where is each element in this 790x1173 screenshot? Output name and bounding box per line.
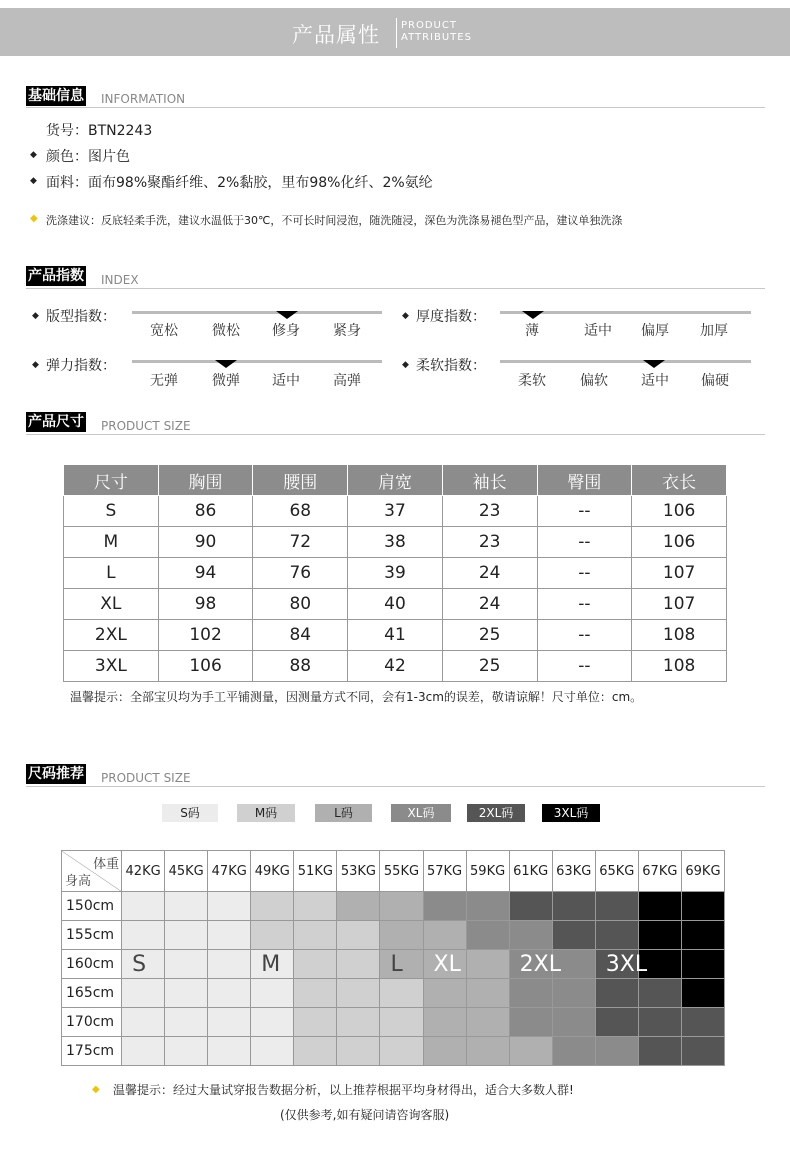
legend-xl: XL码 xyxy=(391,804,451,822)
recommend-tip-ref: (仅供参考,如有疑问请咨询客服) xyxy=(280,1108,450,1122)
size-value-cell: -- xyxy=(537,620,632,651)
size-cell xyxy=(595,921,638,950)
size-cell xyxy=(509,1037,552,1066)
size-table-row xyxy=(64,620,727,651)
size-cell xyxy=(294,1008,337,1037)
elasticity-option: 适中 xyxy=(272,373,300,389)
yellow-diamond-icon: ◆ xyxy=(92,1084,100,1095)
corner-cell xyxy=(62,851,122,892)
size-value-cell: 107 xyxy=(632,558,727,589)
size-header-cell: 衣长 xyxy=(632,465,727,496)
fit-option: 宽松 xyxy=(150,323,178,339)
size-cell xyxy=(423,921,466,950)
size-cell xyxy=(208,1037,251,1066)
size-cell xyxy=(466,979,509,1008)
size-cell xyxy=(165,1037,208,1066)
weight-header-cell: 49KG xyxy=(251,851,294,892)
size-value-cell: 102 xyxy=(158,620,253,651)
size-cell xyxy=(380,1037,423,1066)
elasticity-index-label: 弹力指数： xyxy=(46,358,116,374)
item-number: 货号：BTN2243 xyxy=(46,123,153,139)
size-value-cell: 90 xyxy=(158,527,253,558)
size-cell xyxy=(337,1037,380,1066)
size-cell xyxy=(122,1037,165,1066)
size-recommend-label: 3XL xyxy=(605,951,648,977)
thickness-option: 偏厚 xyxy=(641,323,669,339)
softness-option: 偏软 xyxy=(580,373,608,389)
softness-index-bar xyxy=(500,360,751,363)
size-cell xyxy=(380,921,423,950)
size-cell xyxy=(251,1037,294,1066)
header-title-en xyxy=(401,20,472,44)
size-cell xyxy=(466,921,509,950)
recommend-row xyxy=(62,921,725,950)
softness-option: 适中 xyxy=(641,373,669,389)
size-divider xyxy=(26,434,765,435)
softness-index-marker xyxy=(643,360,665,368)
size-label-cell: 2XL xyxy=(64,620,159,651)
size-cell xyxy=(681,950,724,979)
size-recommend-label: 2XL xyxy=(519,951,561,977)
size-cell xyxy=(251,950,294,979)
size-table-row xyxy=(64,527,727,558)
softness-option: 柔软 xyxy=(518,373,546,389)
size-cell xyxy=(552,979,595,1008)
size-cell xyxy=(251,892,294,921)
size-value-cell: 41 xyxy=(348,620,443,651)
size-label-cell: M xyxy=(64,527,159,558)
diamond-icon: ◆ xyxy=(30,150,37,160)
legend-l: L码 xyxy=(315,804,372,822)
size-header-cell: 腰围 xyxy=(253,465,348,496)
recommend-row xyxy=(62,1037,725,1066)
size-cell xyxy=(681,1037,724,1066)
size-label-cell: 3XL xyxy=(64,651,159,682)
header-title-en-line1: PRODUCT xyxy=(401,20,457,31)
size-cell xyxy=(165,950,208,979)
height-label-cell: 165cm xyxy=(62,979,122,1008)
size-cell xyxy=(466,892,509,921)
size-cell xyxy=(595,979,638,1008)
size-note: 温馨提示：全部宝贝均为手工平铺测量，因测量方式不同，会有1-3cm的误差，敬请谅解！尺寸单位：cm。 xyxy=(70,690,643,704)
size-header-cell: 袖长 xyxy=(442,465,537,496)
size-value-cell: 98 xyxy=(158,589,253,620)
size-cell xyxy=(681,1008,724,1037)
weight-header-cell: 45KG xyxy=(165,851,208,892)
recommend-grid xyxy=(61,850,725,1066)
size-cell xyxy=(423,1037,466,1066)
diamond-icon: ◆ xyxy=(32,311,39,321)
size-cell xyxy=(509,921,552,950)
size-table-header-row xyxy=(64,465,727,496)
size-value-cell: 106 xyxy=(158,651,253,682)
size-cell xyxy=(294,979,337,1008)
legend-3xl: 3XL码 xyxy=(542,804,600,822)
fit-option: 微松 xyxy=(212,323,240,339)
size-value-cell: 38 xyxy=(348,527,443,558)
recommend-row xyxy=(62,950,725,979)
color-line: 颜色：图片色 xyxy=(46,149,130,165)
height-label-cell: 175cm xyxy=(62,1037,122,1066)
size-value-cell: 94 xyxy=(158,558,253,589)
height-label-cell: 160cm xyxy=(62,950,122,979)
size-cell xyxy=(466,1037,509,1066)
size-cell xyxy=(208,950,251,979)
size-cell xyxy=(122,892,165,921)
size-label-cell: S xyxy=(64,496,159,527)
weight-header-cell: 61KG xyxy=(509,851,552,892)
thickness-index-label: 厚度指数： xyxy=(416,309,486,325)
weight-header-cell: 69KG xyxy=(681,851,724,892)
yellow-diamond-icon: ◆ xyxy=(30,213,38,224)
index-divider xyxy=(26,288,765,289)
size-label-cell: XL xyxy=(64,589,159,620)
size-cell xyxy=(509,1008,552,1037)
thickness-option: 加厚 xyxy=(700,323,728,339)
size-value-cell: -- xyxy=(537,589,632,620)
info-section-en: INFORMATION xyxy=(101,92,186,106)
height-label-cell: 155cm xyxy=(62,921,122,950)
recommend-header-row xyxy=(62,851,725,892)
size-cell xyxy=(423,950,466,979)
size-cell xyxy=(423,892,466,921)
size-table-row xyxy=(64,589,727,620)
corner-weight: 体重 xyxy=(93,857,120,872)
size-cell xyxy=(251,921,294,950)
fit-index-marker xyxy=(276,311,298,319)
size-header-cell: 尺寸 xyxy=(64,465,159,496)
size-cell xyxy=(294,892,337,921)
size-cell xyxy=(552,921,595,950)
size-value-cell: -- xyxy=(537,651,632,682)
diamond-icon: ◆ xyxy=(402,360,409,370)
size-cell xyxy=(638,921,681,950)
elasticity-option: 高弹 xyxy=(333,373,361,389)
size-header-cell: 胸围 xyxy=(158,465,253,496)
size-recommend-label: L xyxy=(390,951,403,977)
fit-index-bar xyxy=(132,311,382,314)
size-value-cell: 68 xyxy=(253,496,348,527)
size-cell xyxy=(122,921,165,950)
elasticity-option: 微弹 xyxy=(212,373,240,389)
fabric-line: 面料：面布98%聚酯纤维、2%黏胶，里布98%化纤、2%氨纶 xyxy=(46,175,433,191)
legend-s: S码 xyxy=(162,804,218,822)
size-cell xyxy=(337,950,380,979)
size-cell xyxy=(423,1008,466,1037)
size-cell xyxy=(466,950,509,979)
size-cell xyxy=(595,1008,638,1037)
size-value-cell: 23 xyxy=(442,496,537,527)
size-cell xyxy=(681,979,724,1008)
size-cell xyxy=(423,979,466,1008)
fit-option: 修身 xyxy=(272,323,300,339)
index-section-tag: 产品指数 xyxy=(28,268,84,284)
size-recommend-label: XL xyxy=(433,951,461,977)
info-section-tag: 基础信息 xyxy=(28,88,84,104)
info-divider xyxy=(26,107,765,108)
thickness-option: 薄 xyxy=(525,323,539,339)
size-cell xyxy=(122,1008,165,1037)
size-cell xyxy=(165,892,208,921)
elasticity-index-marker xyxy=(215,360,237,368)
size-value-cell: 24 xyxy=(442,589,537,620)
size-value-cell: -- xyxy=(537,527,632,558)
size-cell xyxy=(509,950,561,979)
diamond-icon: ◆ xyxy=(32,360,39,370)
size-table-row xyxy=(64,496,727,527)
size-cell xyxy=(466,1008,509,1037)
size-cell xyxy=(208,979,251,1008)
size-table-row xyxy=(64,651,727,682)
size-cell xyxy=(638,1008,681,1037)
size-cell xyxy=(638,892,681,921)
weight-header-cell: 57KG xyxy=(423,851,466,892)
legend-2xl: 2XL码 xyxy=(467,804,525,822)
size-value-cell: 25 xyxy=(442,620,537,651)
size-cell xyxy=(595,1037,638,1066)
height-label-cell: 170cm xyxy=(62,1008,122,1037)
size-value-cell: 24 xyxy=(442,558,537,589)
wash-advice: 洗涤建议：反底轻柔手洗，建议水温低于30℃，不可长时间浸泡，随洗随浸，深色为洗涤易褪色型产品，建议单独洗涤 xyxy=(46,214,623,227)
legend-m: M码 xyxy=(237,804,295,822)
size-cell xyxy=(294,1037,337,1066)
header-separator xyxy=(396,18,397,48)
size-value-cell: 25 xyxy=(442,651,537,682)
size-value-cell: 42 xyxy=(348,651,443,682)
corner-height: 身高 xyxy=(65,874,92,889)
size-cell xyxy=(552,1037,595,1066)
size-cell xyxy=(337,921,380,950)
size-cell xyxy=(165,979,208,1008)
size-cell xyxy=(165,921,208,950)
fit-option: 紧身 xyxy=(333,323,361,339)
size-recommend-label: M xyxy=(261,951,281,977)
size-table xyxy=(63,464,727,682)
weight-header-cell: 63KG xyxy=(552,851,595,892)
size-label-cell: L xyxy=(64,558,159,589)
size-cell xyxy=(122,979,165,1008)
weight-header-cell: 59KG xyxy=(466,851,509,892)
size-value-cell: 106 xyxy=(632,496,727,527)
size-cell xyxy=(294,921,337,950)
elasticity-option: 无弹 xyxy=(150,373,178,389)
fit-index-label: 版型指数： xyxy=(46,309,116,325)
recommend-row xyxy=(62,979,725,1008)
size-value-cell: 86 xyxy=(158,496,253,527)
size-cell xyxy=(638,979,681,1008)
size-cell xyxy=(380,979,423,1008)
size-recommend-label: S xyxy=(132,951,147,977)
size-cell xyxy=(380,892,423,921)
size-value-cell: 40 xyxy=(348,589,443,620)
height-label-cell: 150cm xyxy=(62,892,122,921)
size-cell xyxy=(595,950,648,979)
weight-header-cell: 55KG xyxy=(380,851,423,892)
recommend-row xyxy=(62,1008,725,1037)
elasticity-index-bar xyxy=(132,360,382,363)
size-cell xyxy=(509,892,552,921)
recommend-row xyxy=(62,892,725,921)
size-table-row xyxy=(64,558,727,589)
size-value-cell: 80 xyxy=(253,589,348,620)
size-cell xyxy=(509,979,552,1008)
header-title-en-line2: ATTRIBUTES xyxy=(401,32,472,43)
size-cell xyxy=(122,950,165,979)
size-cell xyxy=(552,892,595,921)
index-section-en: INDEX xyxy=(101,273,139,287)
size-section-en: PRODUCT SIZE xyxy=(101,419,191,433)
size-cell xyxy=(681,921,724,950)
size-cell xyxy=(337,979,380,1008)
thickness-option: 适中 xyxy=(584,323,612,339)
thickness-index-marker xyxy=(522,311,544,319)
recommend-divider xyxy=(26,786,765,787)
size-value-cell: 108 xyxy=(632,651,727,682)
size-cell xyxy=(552,1008,595,1037)
recommend-section-en: PRODUCT SIZE xyxy=(101,771,191,785)
size-value-cell: -- xyxy=(537,496,632,527)
size-cell xyxy=(251,979,294,1008)
diamond-icon: ◆ xyxy=(402,311,409,321)
size-cell xyxy=(251,1008,294,1037)
size-cell xyxy=(208,921,251,950)
size-value-cell: 88 xyxy=(253,651,348,682)
size-value-cell: 23 xyxy=(442,527,537,558)
size-cell xyxy=(208,1008,251,1037)
size-header-cell: 臀围 xyxy=(537,465,632,496)
recommend-tip: 温馨提示：经过大量试穿报告数据分析，以上推荐根据平均身材得出，适合大多数人群! xyxy=(113,1083,574,1097)
weight-header-cell: 65KG xyxy=(595,851,638,892)
size-cell xyxy=(208,892,251,921)
size-cell xyxy=(337,892,380,921)
size-value-cell: 76 xyxy=(253,558,348,589)
softness-option: 偏硬 xyxy=(701,373,729,389)
size-cell xyxy=(638,1037,681,1066)
size-cell xyxy=(165,1008,208,1037)
diamond-icon: ◆ xyxy=(30,176,37,186)
size-value-cell: 39 xyxy=(348,558,443,589)
header-band xyxy=(0,8,790,56)
size-value-cell: 108 xyxy=(632,620,727,651)
size-section-tag: 产品尺寸 xyxy=(28,414,84,430)
weight-header-cell: 51KG xyxy=(294,851,337,892)
size-cell xyxy=(681,892,724,921)
softness-index-label: 柔软指数： xyxy=(416,358,486,374)
recommend-section-tag: 尺码推荐 xyxy=(28,766,84,782)
size-value-cell: -- xyxy=(537,558,632,589)
size-value-cell: 37 xyxy=(348,496,443,527)
size-value-cell: 107 xyxy=(632,589,727,620)
weight-header-cell: 53KG xyxy=(337,851,380,892)
size-cell xyxy=(380,1008,423,1037)
weight-header-cell: 67KG xyxy=(638,851,681,892)
size-value-cell: 72 xyxy=(253,527,348,558)
size-cell xyxy=(595,892,638,921)
size-cell xyxy=(380,950,423,979)
header-title: 产品属性 xyxy=(292,23,380,47)
size-cell xyxy=(337,1008,380,1037)
size-header-cell: 肩宽 xyxy=(348,465,443,496)
size-value-cell: 106 xyxy=(632,527,727,558)
weight-header-cell: 42KG xyxy=(122,851,165,892)
size-value-cell: 84 xyxy=(253,620,348,651)
weight-header-cell: 47KG xyxy=(208,851,251,892)
size-cell xyxy=(294,950,337,979)
